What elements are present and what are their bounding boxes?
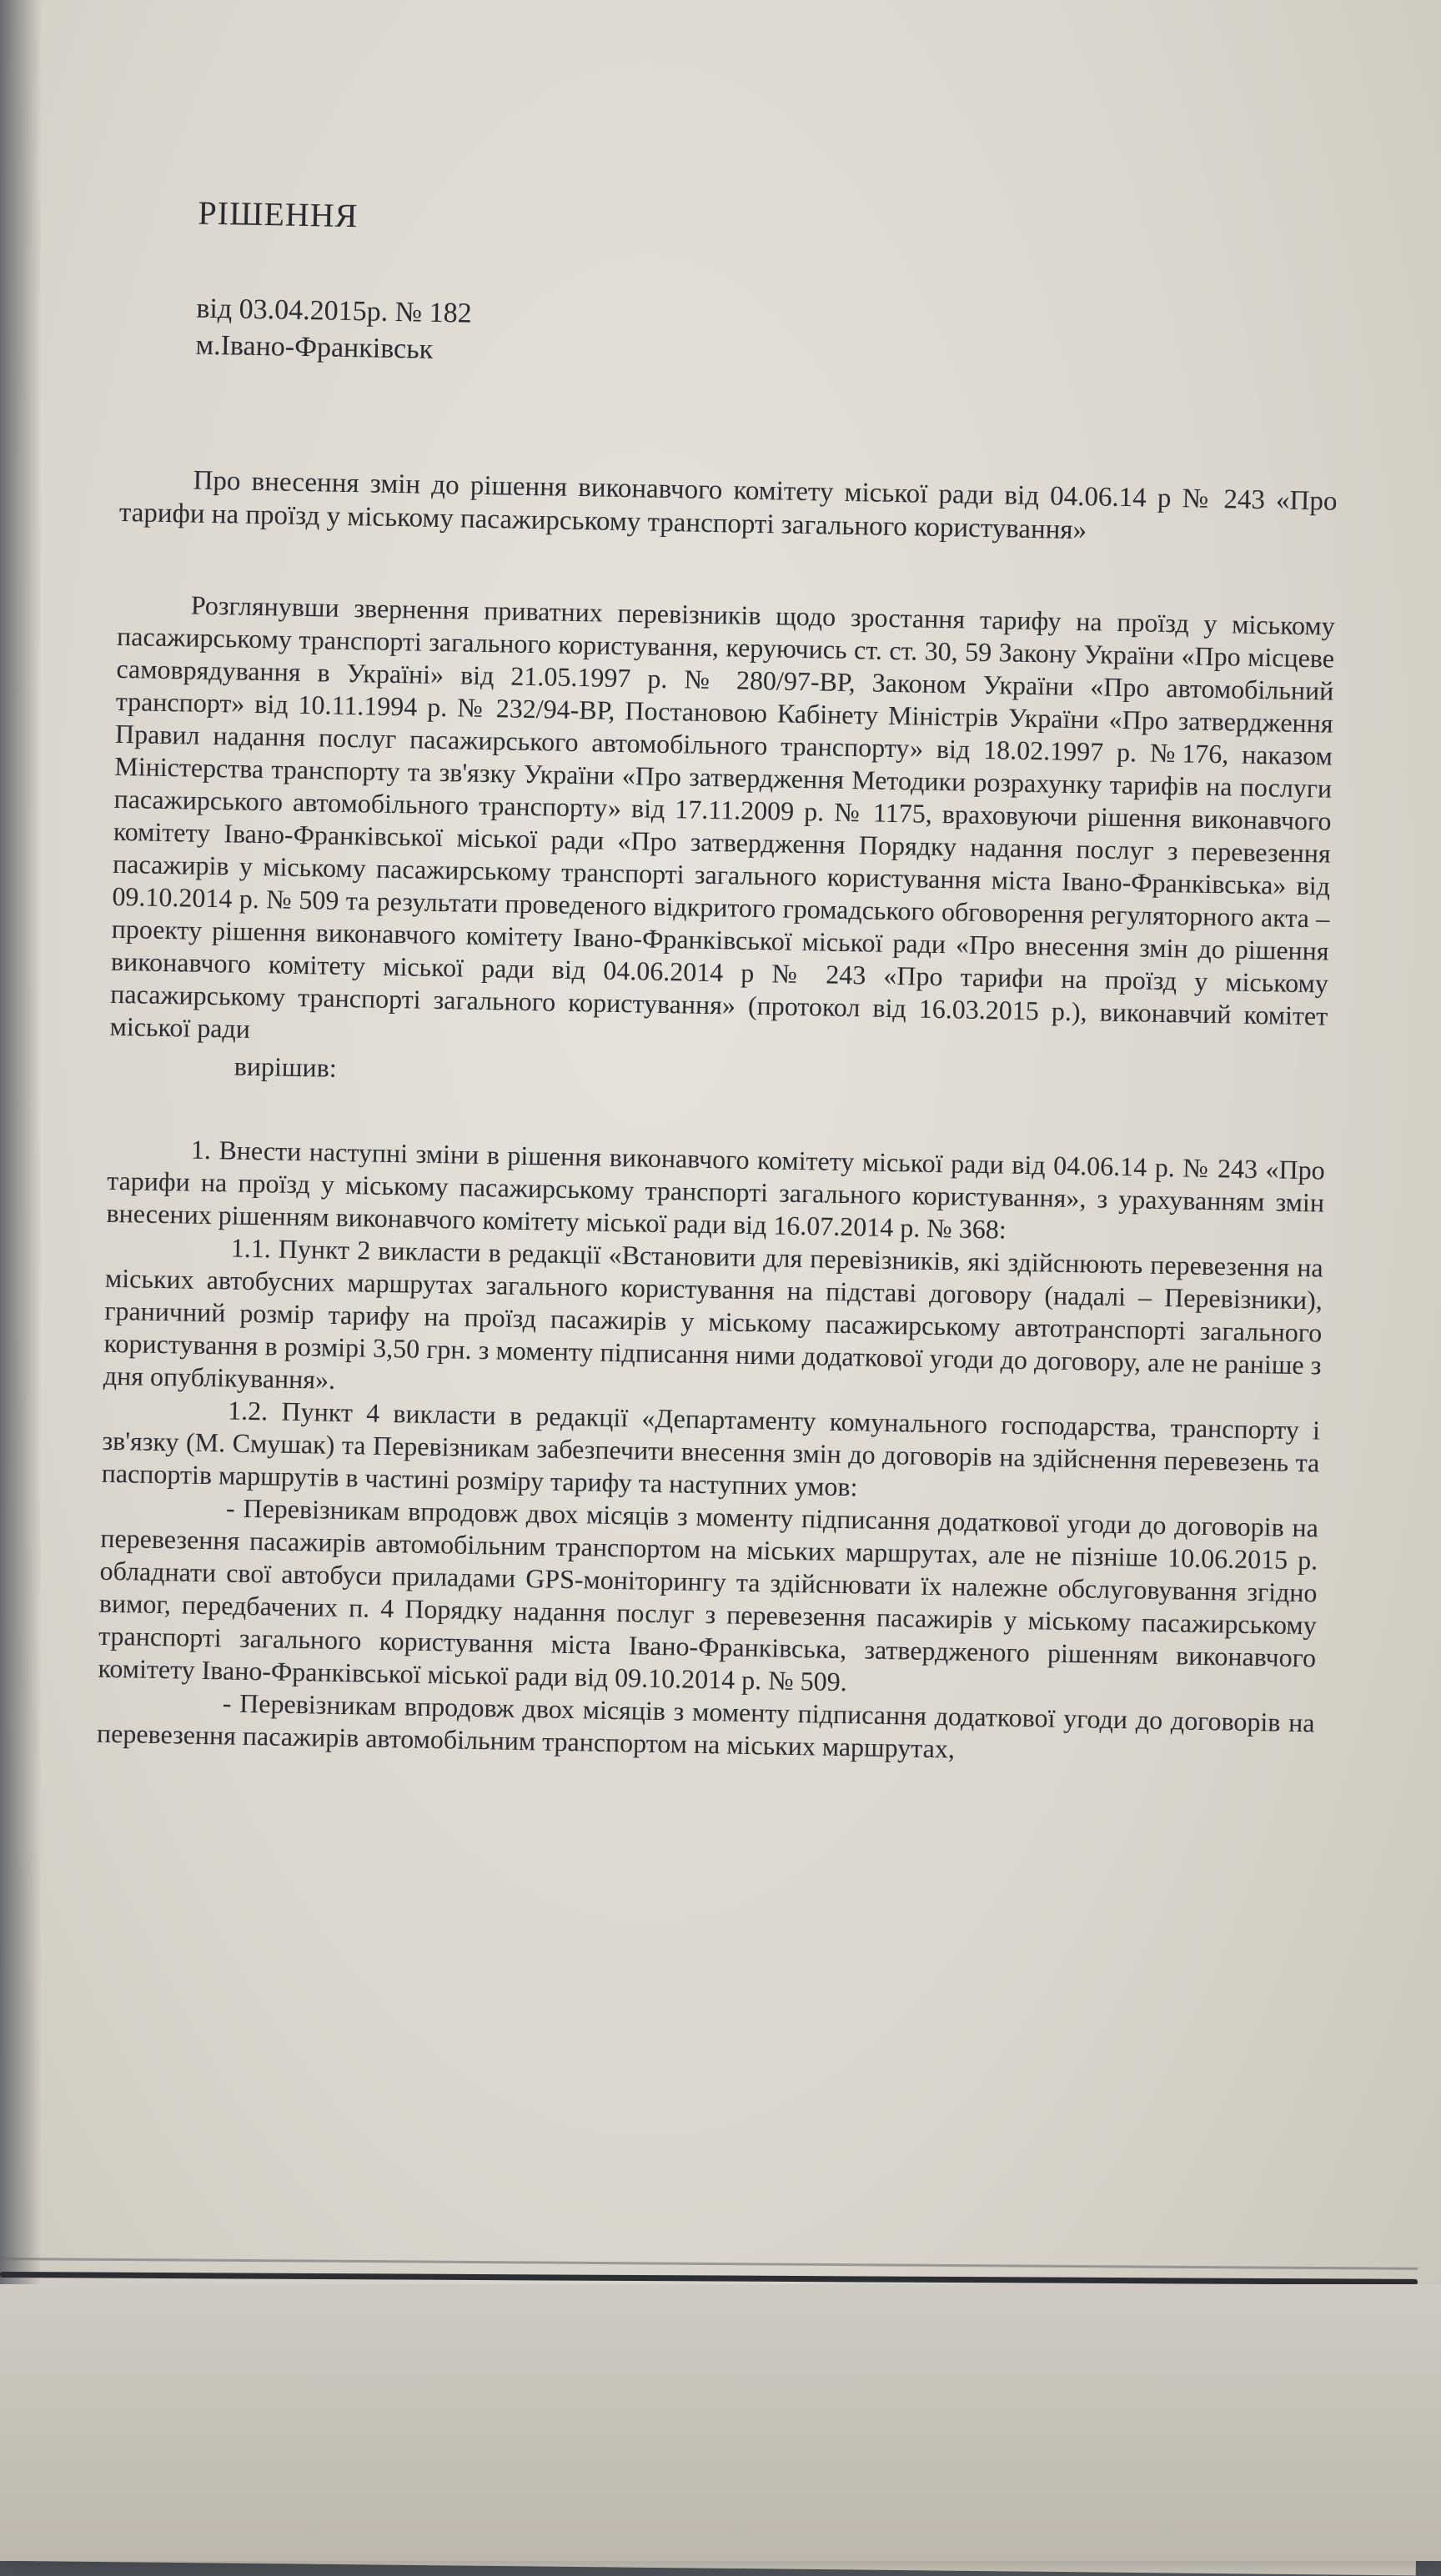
condition-gps: - Перевізникам впродовж двох місяців з моменту підписання додаткової угоди до договорів на перевезення пасажирів автомобільним транспортом на міських маршрутах, але не пізніше 10.06.2015 р. обладнати свої автобуси приладами GPS-моніторингу та здійснювати їх належне обслуговування згідно вимог, передбачених п. 4 Порядку надання послуг з перевезення пасажирів у міському пасажирському транспорті загального користування міста Івано-Франківська, затвердженого рішенням виконавчого комітету Івано-Франківської міської ради від 09.10.2014 р. № 509.	[98, 1492, 1319, 1697]
document-title: РІШЕННЯ	[198, 193, 359, 235]
item-1: 1. Внести наступні зміни в рішення виконавчого комітету міської ради від 04.06.14 р. № 243 «Про тарифи на проїзд у міському пасажирському транспорті загального користування», з урахуванням змін внесених рішенням виконавчого комітету міської ради від 16.07.2014 р. № 368:	[106, 1134, 1326, 1245]
preamble-paragraph: Розглянувши звернення приватних перевізників щодо зростання тарифу на проїзд у міському пасажирському транспорті загального користування, керуючись ст. ст. 30, 59 Закону України «Про місцеве самоврядування в Україні» від 21.05.1997 р. № 280/97-ВР, Законом України «Про автомобільний транспорт» від 10.11.1994 р. № 232/94-ВР, Постановою Кабінету Міністрів України «Про затвердження Правил надання послуг пасажирського автомобільного транспорту» від 18.02.1997 р. №176, наказом Міністерства транспорту та зв'язку України «Про затвердження Методики розрахунку тарифів на послуги пасажирського автомобільного транспорту» від 17.11.2009 р. № 1175, враховуючи рішення виконавчого комітету Івано-Франківської міської ради «Про затвердження Порядку надання послуг з перевезення пасажирів у міському пасажирському транспорті загального користування міста Івано-Франківська» від 09.10.2014 р. № 509 та результати проведеного відкритого громадського обговорення регуляторного акта – проекту рішення виконавчого комітету Івано-Франківської міської ради «Про внесення змін до рішення виконавчого комітету міської ради від 04.06.2014 р № 243 «Про тарифи на проїзд у міському пасажирському транспорті загального користування» (протокол від 16.03.2015 р.), виконавчий комітет міської ради	[109, 589, 1336, 1044]
condition-second: - Перевізникам впродовж двох місяців з моменту підписання додаткової угоди до договорів на перевезення пасажирів автомобільним транспортом на міських маршрутах,	[96, 1687, 1315, 1764]
document-body	[97, 588, 1335, 1772]
item-1-1: 1.1. Пункт 2 викласти в редакції «Встановити для перевізників, які здійснюють перевезення на міських автобусних маршрутах загального користування на підставі договору (надалі – Перевізники), граничний розмір тарифу на проїзд пасажирів у міському пасажирському автотранспорті загального користування в розмірі 3,50 грн. з моменту підписання ними додаткової угоди до договору, але не раніше з дня опублікування».	[103, 1232, 1323, 1395]
document-subject: Про внесення змін до рішення виконавчого комітету міської ради від 04.06.14 р № 243 «Про тарифи на проїзд у міському пасажирському транспорті загального користування»	[118, 465, 1338, 546]
document-date-number: від 03.04.2015р. № 182	[196, 293, 472, 329]
document-content	[97, 192, 1343, 1772]
resolved-heading: вирішив:	[233, 1050, 338, 1083]
document-city: м.Івано-Франківськ	[195, 329, 434, 365]
sheet-edge-shadow	[0, 0, 42, 2561]
fold-line	[0, 2258, 1418, 2270]
page-divider-line	[0, 2272, 1418, 2285]
lower-sheet	[0, 2284, 1441, 2561]
item-1-2: 1.2. Пункт 4 викласти в редакції «Департаменту комунального господарства, транспорту і зв'язку (М. Смушак) та Перевізникам забезпечити внесення змін до договорів на здійснення перевезень та паспортів маршрутів в частині розміру тарифу та наступних умов:	[101, 1395, 1321, 1502]
